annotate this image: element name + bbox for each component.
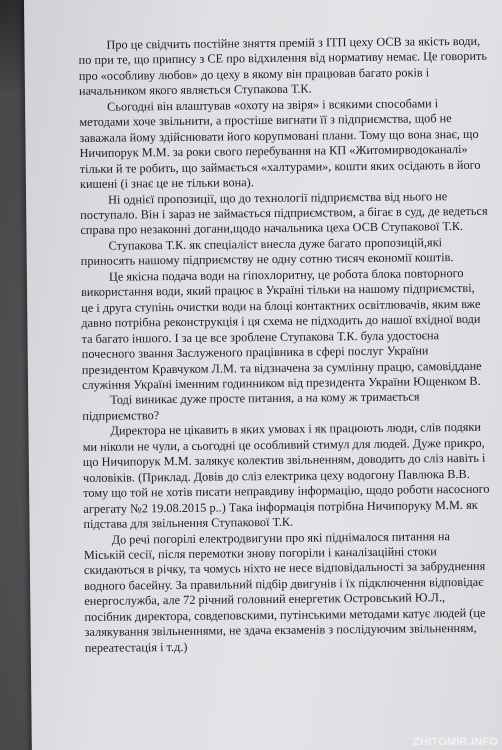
- text-line: заважала йому здійснювати його корупмованi плани. Тому що вона знає, що: [79, 126, 479, 145]
- text-line: підприємство?: [82, 408, 160, 423]
- text-line: Сьогодні він влаштував «охоту на звіря» і всякими способами і: [107, 96, 439, 114]
- text-line: начальником якого являється Ступакова Т.К.: [78, 81, 312, 99]
- text-line: Ничипорук М.М. за роки свого перебування на КП «Житомирводоканалі»: [79, 142, 468, 161]
- text-line: поступало. Він і зараз не займається підприємством, а бігає в суд, де ведеться: [80, 203, 488, 222]
- text-line: енергослужба, але 72 річний головний енергетик Островський Ю.Л.,: [84, 590, 446, 609]
- paragraph: [79, 95, 502, 192]
- paragraph: [81, 234, 502, 270]
- text-line: почесного звання Заслуженого працівника в сфері послуг України: [81, 343, 429, 362]
- document-page: [24, 0, 502, 750]
- text-line: Це якісна подача води на гіпохлоритну, це робота блока повторного: [108, 265, 464, 284]
- text-line: та багато іншого. І за це все зроблене Ступакова Т.К. була удостоєна: [81, 327, 440, 346]
- text-line: посібник директора, совдеповскими, путінськими методами катує людей (це: [84, 605, 486, 624]
- document-body: [78, 33, 502, 656]
- text-line: Ступакова Т.К. як спеціаліст внесла дуже багато пропозицій,які: [108, 235, 443, 253]
- text-line: водного басейну. За правильний підбір двигунів і їх підключення відповідає: [84, 574, 484, 593]
- text-line: Директора не цікавить в яких умовах і як працюють люди, слів подяки: [110, 420, 482, 439]
- text-line: давно потрібна реконструкція і ця схема не підходить до нашої вхідної води: [81, 311, 481, 331]
- text-line: Тоді виникає дуже просте питання, а на кому ж тримається: [110, 389, 420, 408]
- text-line: тому що той не хотів писати неправдиву інформацію, щодо роботи насосного: [83, 481, 490, 501]
- text-line: що Ничипорук М.М. залякує колектив звільненням, доводить до сліз навіть і: [82, 450, 486, 470]
- text-line: тільки й те робить, що займається «халтурами», кошти яких осідають в його: [79, 157, 481, 176]
- text-line: приносять нашому підприємству не одну сотню тисяч економії коштів.: [80, 250, 454, 269]
- text-line: служіння Україні іменним годинником від президента України Ющенком В.: [81, 373, 481, 392]
- text-line: Ні однієї пропозиції, що до технології підприємства від нього не: [108, 188, 448, 207]
- paragraph: [82, 389, 502, 425]
- paragraph: [84, 528, 502, 656]
- text-line: справа про незаконні догани,щодо начальника цеха ОСВ Ступакової Т.К.: [80, 219, 464, 238]
- text-line: президентом Кравчуком Л.М. та відзначена за сумлінну працю, самовіддане: [81, 358, 482, 377]
- text-line: Про це свідчить постійне зняття премій з ІТП цеху ОСВ за якість води,: [106, 33, 481, 52]
- text-line: чоловіків. (Приклад. Довів до сліз електрика цеху водогону Павлюка В.В.: [82, 466, 470, 485]
- text-line: кишені (і знає це не тільки вона).: [79, 175, 254, 192]
- paragraph: [82, 420, 502, 533]
- text-line: переатестація і т.д.): [84, 639, 188, 655]
- paragraph: [80, 188, 502, 239]
- text-line: підстава для звільнення Ступакової Т.К.: [83, 514, 294, 532]
- text-line: Міській сесії, після перемотки знову погоріли і каналізаційні стоки: [83, 544, 437, 562]
- text-line: До речі погорілі електродвигуни про які піднімалося питання на: [111, 528, 450, 547]
- text-line: методами хоче звільнити, а простіше вигнати її з підприємства, щоб не: [79, 111, 452, 130]
- paragraph: [78, 33, 502, 99]
- text-line: це і друга ступінь очистки води на блоці контактних освітлювачів, яким вже: [81, 296, 481, 315]
- text-line: по при те, що припису з СЕ про відхилення від нормативу немає. Це говорить: [78, 49, 488, 68]
- text-line: скидаються в річку, та чомусь ніхто не несе відповідальності за забруднення: [83, 559, 486, 578]
- watermark-logo: ZHITOMIR.INFO: [413, 736, 498, 748]
- text-line: використання води, який працює в Україні тільки на нашому підприємстві,: [80, 281, 475, 300]
- text-line: ми ніколи не чули, а сьогодні це особливий стимул для людей. Дуже прикро,: [82, 435, 485, 454]
- text-line: агрегату №2 19.08.2015 р..) Така інформація потрібна Ничипоруку М.М. як: [83, 497, 478, 516]
- text-line: про «особливу любов» до цеху в якому він працював багато років і: [78, 65, 430, 83]
- text-line: залякування звільненнями, не здача екзаменів з послідуючим звільненням,: [84, 621, 477, 640]
- paragraph: [81, 265, 502, 393]
